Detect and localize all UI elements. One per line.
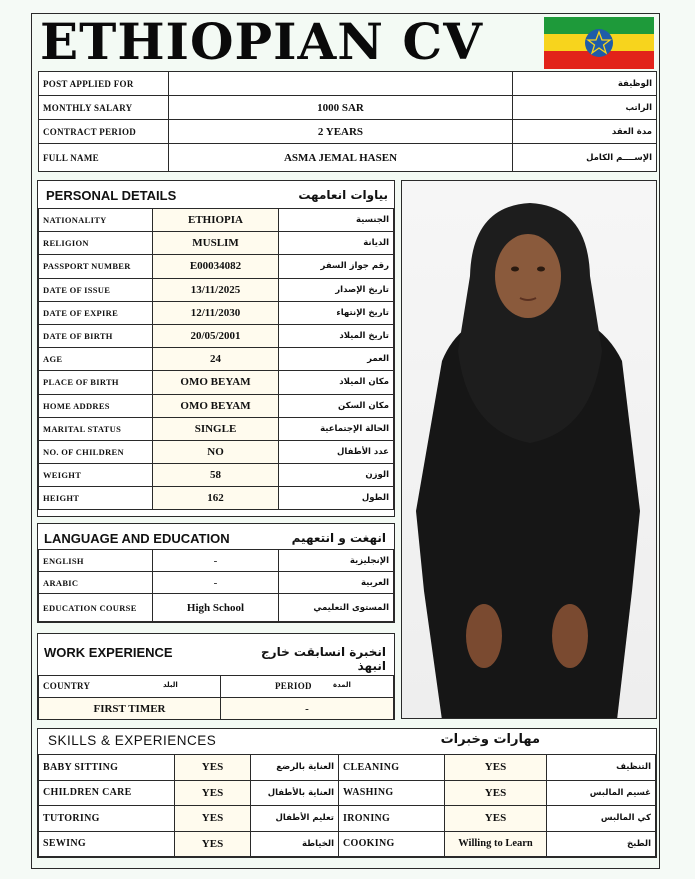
personal-row (39, 209, 394, 232)
work-period-label-ar: المدة (333, 681, 351, 689)
candidate-photo (401, 180, 657, 719)
personal-value: OMO BEYAM (153, 371, 279, 394)
skill-label-ar: كي المالبس (547, 806, 656, 832)
language-label: ARABIC (39, 572, 153, 594)
skills-row (39, 780, 656, 806)
personal-row (39, 255, 394, 278)
work-period-value: - (221, 698, 394, 720)
personal-label-ar: مكان السكن (279, 394, 394, 417)
personal-details-heading: PERSONAL DETAILS (46, 188, 177, 203)
skill-label: SEWING (39, 831, 175, 857)
skill-value: YES (175, 831, 251, 857)
language-heading-ar: انهغت و انتعهيم (291, 531, 386, 545)
header-label-ar: الإســــم الكامل (513, 144, 657, 172)
skill-label-ar: الخياطة (251, 831, 339, 857)
skill-label: CLEANING (339, 755, 445, 781)
work-experience-heading-ar: انخبرة انسابقت خارج انبهذ (261, 645, 386, 673)
skills-row (39, 755, 656, 781)
header-value: 2 YEARS (169, 120, 513, 144)
skill-value: YES (445, 755, 547, 781)
work-experience-table (38, 675, 394, 720)
personal-value: 58 (153, 464, 279, 487)
personal-label-ar: الوزن (279, 464, 394, 487)
personal-label-ar: العمر (279, 348, 394, 371)
skill-label-ar: تعليم الأطفال (251, 806, 339, 832)
personal-row (39, 278, 394, 301)
personal-value: 12/11/2030 (153, 301, 279, 324)
personal-value: 162 (153, 487, 279, 510)
header-label: MONTHLY SALARY (39, 96, 169, 120)
language-label: ENGLISH (39, 550, 153, 572)
skill-label-ar: غسيم المالبس (547, 780, 656, 806)
skills-row (39, 831, 656, 857)
personal-label-ar: الحالة الإجتماعية (279, 417, 394, 440)
personal-label-ar: تاريخ الميلاد (279, 324, 394, 347)
personal-row (39, 348, 394, 371)
language-value: High School (153, 594, 279, 622)
skill-label-ar: العناية بالأطفال (251, 780, 339, 806)
personal-label: WEIGHT (39, 464, 153, 487)
language-row (39, 550, 394, 572)
header-value (169, 72, 513, 96)
personal-label: PASSPORT NUMBER (39, 255, 153, 278)
header-value: 1000 SAR (169, 96, 513, 120)
personal-label-ar: الطول (279, 487, 394, 510)
personal-row (39, 417, 394, 440)
personal-label-ar: تاريخ الإنتهاء (279, 301, 394, 324)
language-value: - (153, 550, 279, 572)
language-row (39, 572, 394, 594)
skill-label: CHILDREN CARE (39, 780, 175, 806)
personal-row (39, 487, 394, 510)
skills-row (39, 806, 656, 832)
language-label-ar: العربية (279, 572, 394, 594)
skill-value: Willing to Learn (445, 831, 547, 857)
header-table (38, 71, 657, 172)
personal-details-heading-ar: بياوات انعامهت (298, 188, 388, 202)
skill-value: YES (445, 806, 547, 832)
personal-label: NATIONALITY (39, 209, 153, 232)
personal-row (39, 464, 394, 487)
personal-value: NO (153, 440, 279, 463)
header-label-ar: الوظيفة (513, 72, 657, 96)
personal-label-ar: الديانة (279, 232, 394, 255)
skill-value: YES (175, 780, 251, 806)
skill-label: TUTORING (39, 806, 175, 832)
header-label: FULL NAME (39, 144, 169, 172)
personal-value: E00034082 (153, 255, 279, 278)
skill-value: YES (175, 806, 251, 832)
work-experience-heading: WORK EXPERIENCE (44, 645, 173, 660)
personal-value: ETHIOPIA (153, 209, 279, 232)
skills-heading: SKILLS & EXPERIENCES (48, 733, 217, 748)
personal-value: SINGLE (153, 417, 279, 440)
personal-label: DATE OF BIRTH (39, 324, 153, 347)
personal-value: 24 (153, 348, 279, 371)
personal-label-ar: رقم جواز السفر (279, 255, 394, 278)
personal-label: MARITAL STATUS (39, 417, 153, 440)
personal-label: HEIGHT (39, 487, 153, 510)
skill-value: YES (445, 780, 547, 806)
personal-value: MUSLIM (153, 232, 279, 255)
header-row (39, 96, 657, 120)
language-heading: LANGUAGE AND EDUCATION (44, 531, 230, 546)
header-value: ASMA JEMAL HASEN (169, 144, 513, 172)
work-period-label: PERIOD (275, 681, 312, 691)
personal-row (39, 394, 394, 417)
work-country-label: COUNTRY (43, 681, 91, 691)
header-label-ar: مدة العقد (513, 120, 657, 144)
personal-value: 13/11/2025 (153, 278, 279, 301)
language-label-ar: الإنجليزية (279, 550, 394, 572)
skill-label: COOKING (339, 831, 445, 857)
personal-label-ar: الجنسية (279, 209, 394, 232)
personal-value: 20/05/2001 (153, 324, 279, 347)
personal-row (39, 440, 394, 463)
personal-label-ar: مكان الميلاد (279, 371, 394, 394)
header-row (39, 120, 657, 144)
skill-label: BABY SITTING (39, 755, 175, 781)
skill-value: YES (175, 755, 251, 781)
skills-heading-ar: مهارات وخبرات (440, 732, 540, 747)
personal-label: PLACE OF BIRTH (39, 371, 153, 394)
header-row (39, 144, 657, 172)
header-label: POST APPLIED FOR (39, 72, 169, 96)
language-table (38, 549, 394, 622)
work-country-value: FIRST TIMER (39, 698, 221, 720)
language-label: EDUCATION COURSE (39, 594, 153, 622)
personal-row (39, 232, 394, 255)
skill-label: WASHING (339, 780, 445, 806)
personal-row (39, 301, 394, 324)
skill-label-ar: الطبخ (547, 831, 656, 857)
personal-label-ar: عدد الأطفال (279, 440, 394, 463)
language-label-ar: المستوى التعليمي (279, 594, 394, 622)
skill-label: IRONING (339, 806, 445, 832)
personal-label: DATE OF EXPIRE (39, 301, 153, 324)
personal-details-table (38, 208, 394, 510)
skill-label-ar: التنظيف (547, 755, 656, 781)
language-row (39, 594, 394, 622)
personal-row (39, 371, 394, 394)
skill-label-ar: العناية بالرضع (251, 755, 339, 781)
personal-value: OMO BEYAM (153, 394, 279, 417)
personal-row (39, 324, 394, 347)
personal-label: DATE OF ISSUE (39, 278, 153, 301)
personal-label: HOME ADDRES (39, 394, 153, 417)
personal-label: AGE (39, 348, 153, 371)
header-label: CONTRACT PERIOD (39, 120, 169, 144)
skills-table (38, 754, 656, 857)
ethiopia-flag-icon (544, 17, 654, 69)
header-row (39, 72, 657, 96)
language-value: - (153, 572, 279, 594)
work-country-label-ar: البلد (163, 681, 178, 689)
personal-label: RELIGION (39, 232, 153, 255)
header-label-ar: الراتب (513, 96, 657, 120)
page-title: ETHIOPIAN CV (40, 12, 483, 71)
personal-label-ar: تاريخ الإصدار (279, 278, 394, 301)
personal-label: NO. OF CHILDREN (39, 440, 153, 463)
